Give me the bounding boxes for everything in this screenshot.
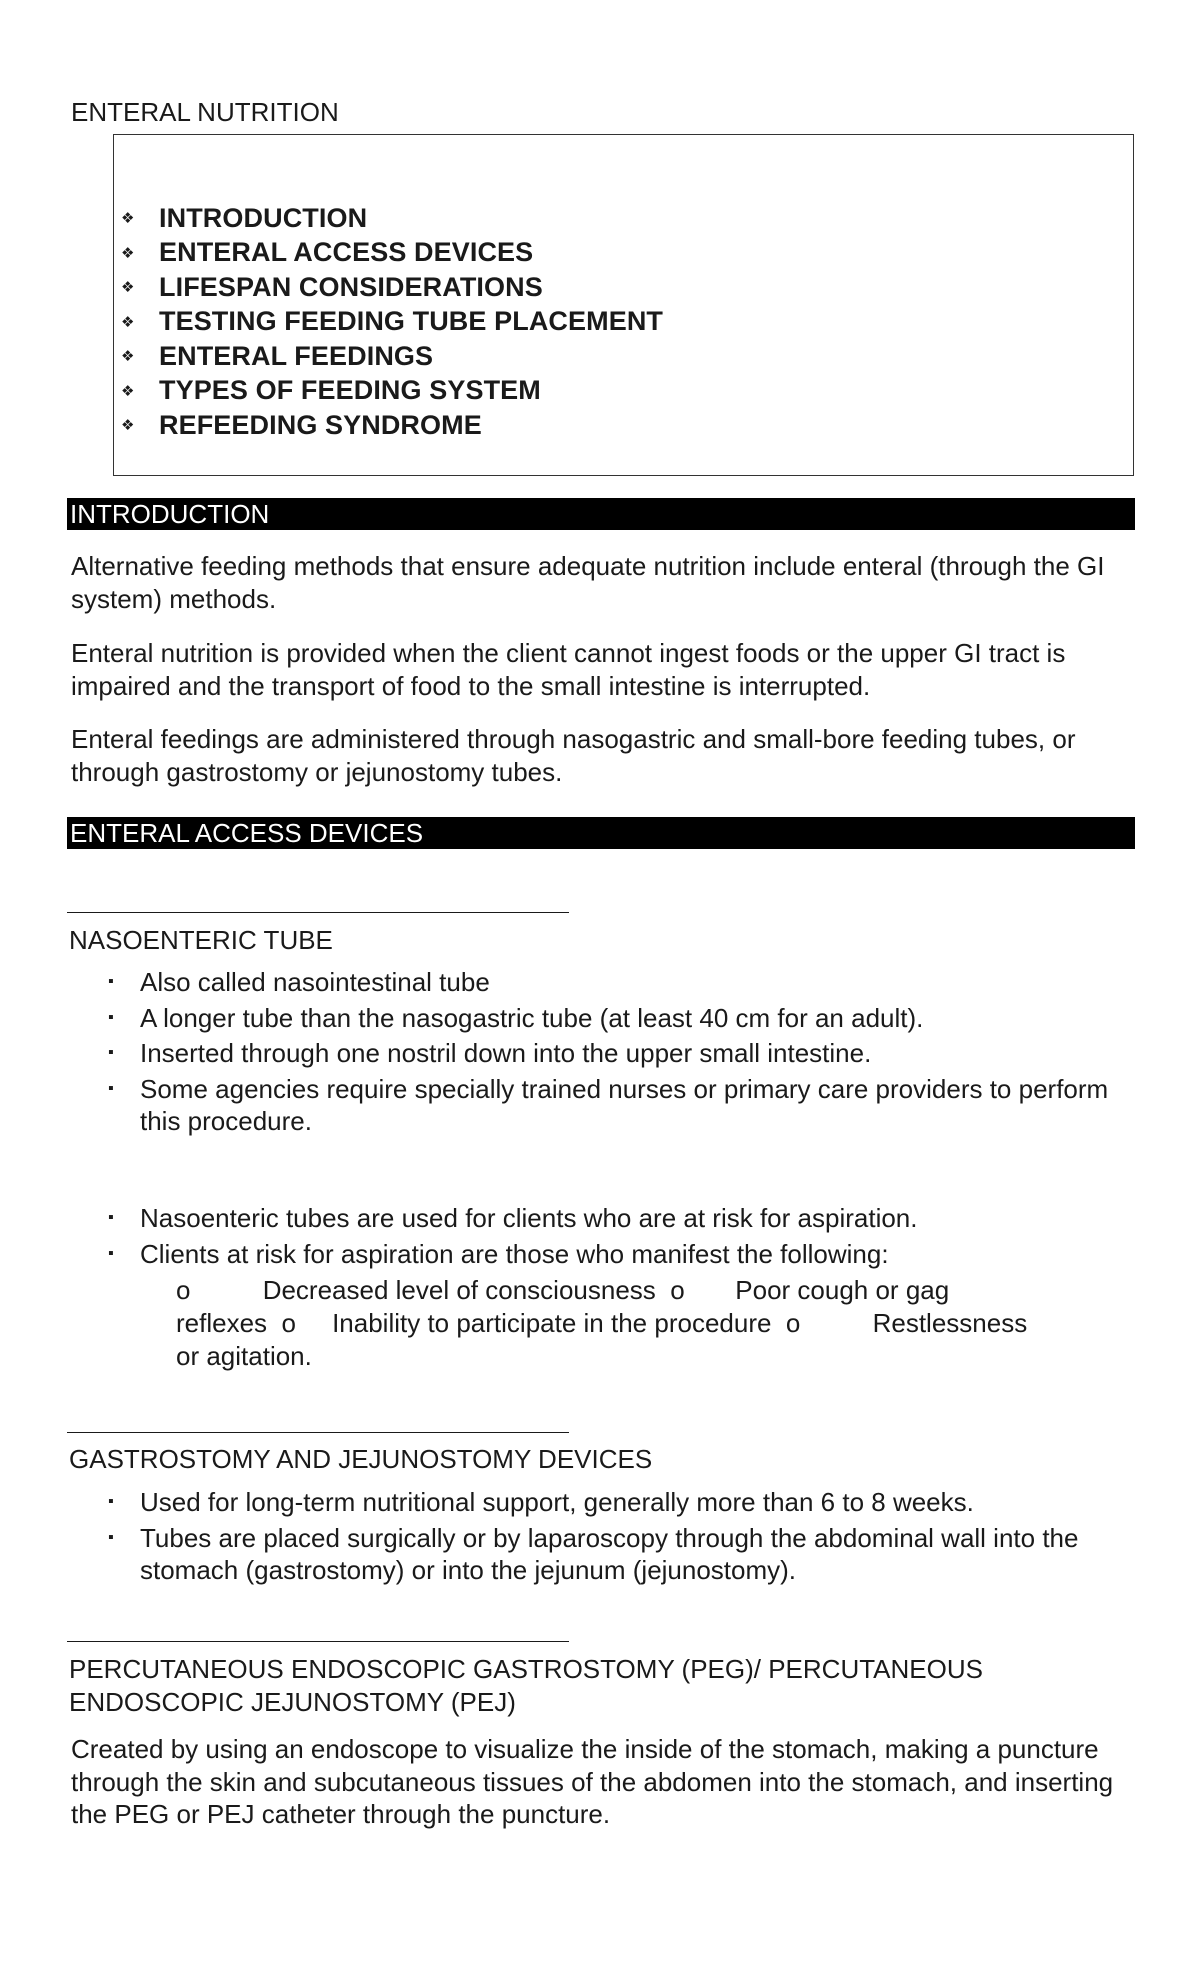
list-item-text: Inserted through one nostril down into the upper small intestine. xyxy=(140,1038,872,1068)
diamond-bullet-icon: ❖ xyxy=(121,279,135,297)
intro-paragraph: Enteral nutrition is provided when the client cannot ingest foods or the upper GI tract is impaired and the transport of food to the small intestine is interrupted. xyxy=(71,638,1066,701)
toc-item xyxy=(119,408,663,443)
list-item-text: Some agencies require specially trained nurses or primary care providers to perform this procedure. xyxy=(140,1073,1109,1136)
list-item-text: Used for long-term nutritional support, generally more than 6 to 8 weeks. xyxy=(140,1487,974,1517)
intro-paragraph: Enteral feedings are administered through nasogastric and small-bore feeding tubes, or through gastrostomy or jejunostomy tubes. xyxy=(71,724,1076,787)
toc-item xyxy=(119,270,663,305)
square-bullet-icon: ▪ xyxy=(108,1244,114,1262)
nasoenteric-bullet-list xyxy=(106,966,1146,1141)
section-heading-access-devices: ENTERAL ACCESS DEVICES xyxy=(67,817,1135,849)
list-item xyxy=(106,1202,1146,1235)
diamond-bullet-icon: ❖ xyxy=(121,210,135,228)
diamond-bullet-icon: ❖ xyxy=(121,244,135,262)
list-item xyxy=(106,1522,1146,1587)
list-item-text: Clients at risk for aspiration are those who manifest the following: xyxy=(140,1238,889,1269)
square-bullet-icon: ▪ xyxy=(108,1008,114,1026)
divider xyxy=(67,1432,569,1433)
page-title: ENTERAL NUTRITION xyxy=(71,97,339,127)
square-bullet-icon: ▪ xyxy=(108,1493,114,1510)
diamond-bullet-icon: ❖ xyxy=(121,382,135,400)
list-item xyxy=(106,1486,1146,1519)
gastrostomy-bullet-list xyxy=(106,1486,1146,1590)
risk-line: or agitation. xyxy=(176,1341,312,1371)
toc-item-label: TYPES OF FEEDING SYSTEM xyxy=(159,375,541,406)
toc-item xyxy=(119,201,663,236)
list-item xyxy=(106,1037,1146,1070)
diamond-bullet-icon: ❖ xyxy=(121,417,135,435)
subheading-nasoenteric: NASOENTERIC TUBE xyxy=(69,925,333,955)
table-of-contents xyxy=(113,134,1134,476)
subheading-peg-line2: ENDOSCOPIC JEJUNOSTOMY (PEJ) xyxy=(69,1687,516,1717)
toc-item-label: ENTERAL FEEDINGS xyxy=(159,340,434,371)
subheading-peg: PERCUTANEOUS ENDOSCOPIC GASTROSTOMY (PEG)/ PERCUTANEOUS xyxy=(69,1654,983,1684)
risk-line: reflexes o Inability to participate in the procedure o Restlessness xyxy=(176,1308,1028,1338)
toc-item xyxy=(119,374,663,409)
toc-list xyxy=(119,201,663,443)
toc-item xyxy=(119,305,663,340)
list-item xyxy=(106,1238,1146,1271)
list-item-text: Tubes are placed surgically or by laparoscopy through the abdominal wall into the stomach (gastrostomy) or into the jejunum (jejunostomy). xyxy=(140,1522,1079,1585)
toc-item xyxy=(119,236,663,271)
toc-item-label: REFEEDING SYNDROME xyxy=(159,409,482,440)
list-item xyxy=(106,966,1146,999)
aspiration-bullet-list xyxy=(106,1202,1146,1273)
toc-item xyxy=(119,339,663,374)
toc-item-label: LIFESPAN CONSIDERATIONS xyxy=(159,271,543,302)
square-bullet-icon: ▪ xyxy=(108,1044,114,1061)
divider xyxy=(67,912,569,913)
list-item-text: Also called nasointestinal tube xyxy=(140,967,490,997)
peg-paragraph: Created by using an endoscope to visualize the inside of the stomach, making a puncture through the skin and subcutaneous tissues of the abdomen into the stomach, and inserting the PEG or PEJ catheter through the puncture. xyxy=(71,1734,1114,1829)
toc-item-label: ENTERAL ACCESS DEVICES xyxy=(159,237,534,268)
section-heading-introduction: INTRODUCTION xyxy=(67,498,1135,530)
square-bullet-icon: ▪ xyxy=(108,1209,114,1226)
toc-item-label: INTRODUCTION xyxy=(159,202,368,233)
square-bullet-icon: ▪ xyxy=(108,973,114,990)
diamond-bullet-icon: ❖ xyxy=(121,348,135,366)
divider xyxy=(67,1641,569,1642)
list-item xyxy=(106,1002,1146,1035)
diamond-bullet-icon: ❖ xyxy=(121,313,135,331)
list-item-text: Nasoenteric tubes are used for clients who are at risk for aspiration. xyxy=(140,1203,918,1233)
intro-paragraph: Alternative feeding methods that ensure adequate nutrition include enteral (through the GI system) methods. xyxy=(71,551,1105,614)
risk-line: o Decreased level of consciousness o Poor cough or gag xyxy=(176,1275,950,1305)
square-bullet-icon: ▪ xyxy=(108,1079,114,1097)
square-bullet-icon: ▪ xyxy=(108,1528,114,1546)
list-item-text: A longer tube than the nasogastric tube (at least 40 cm for an adult). xyxy=(140,1002,924,1033)
list-item xyxy=(106,1073,1146,1138)
subheading-gastrostomy: GASTROSTOMY AND JEJUNOSTOMY DEVICES xyxy=(69,1444,653,1474)
toc-item-label: TESTING FEEDING TUBE PLACEMENT xyxy=(159,306,664,337)
